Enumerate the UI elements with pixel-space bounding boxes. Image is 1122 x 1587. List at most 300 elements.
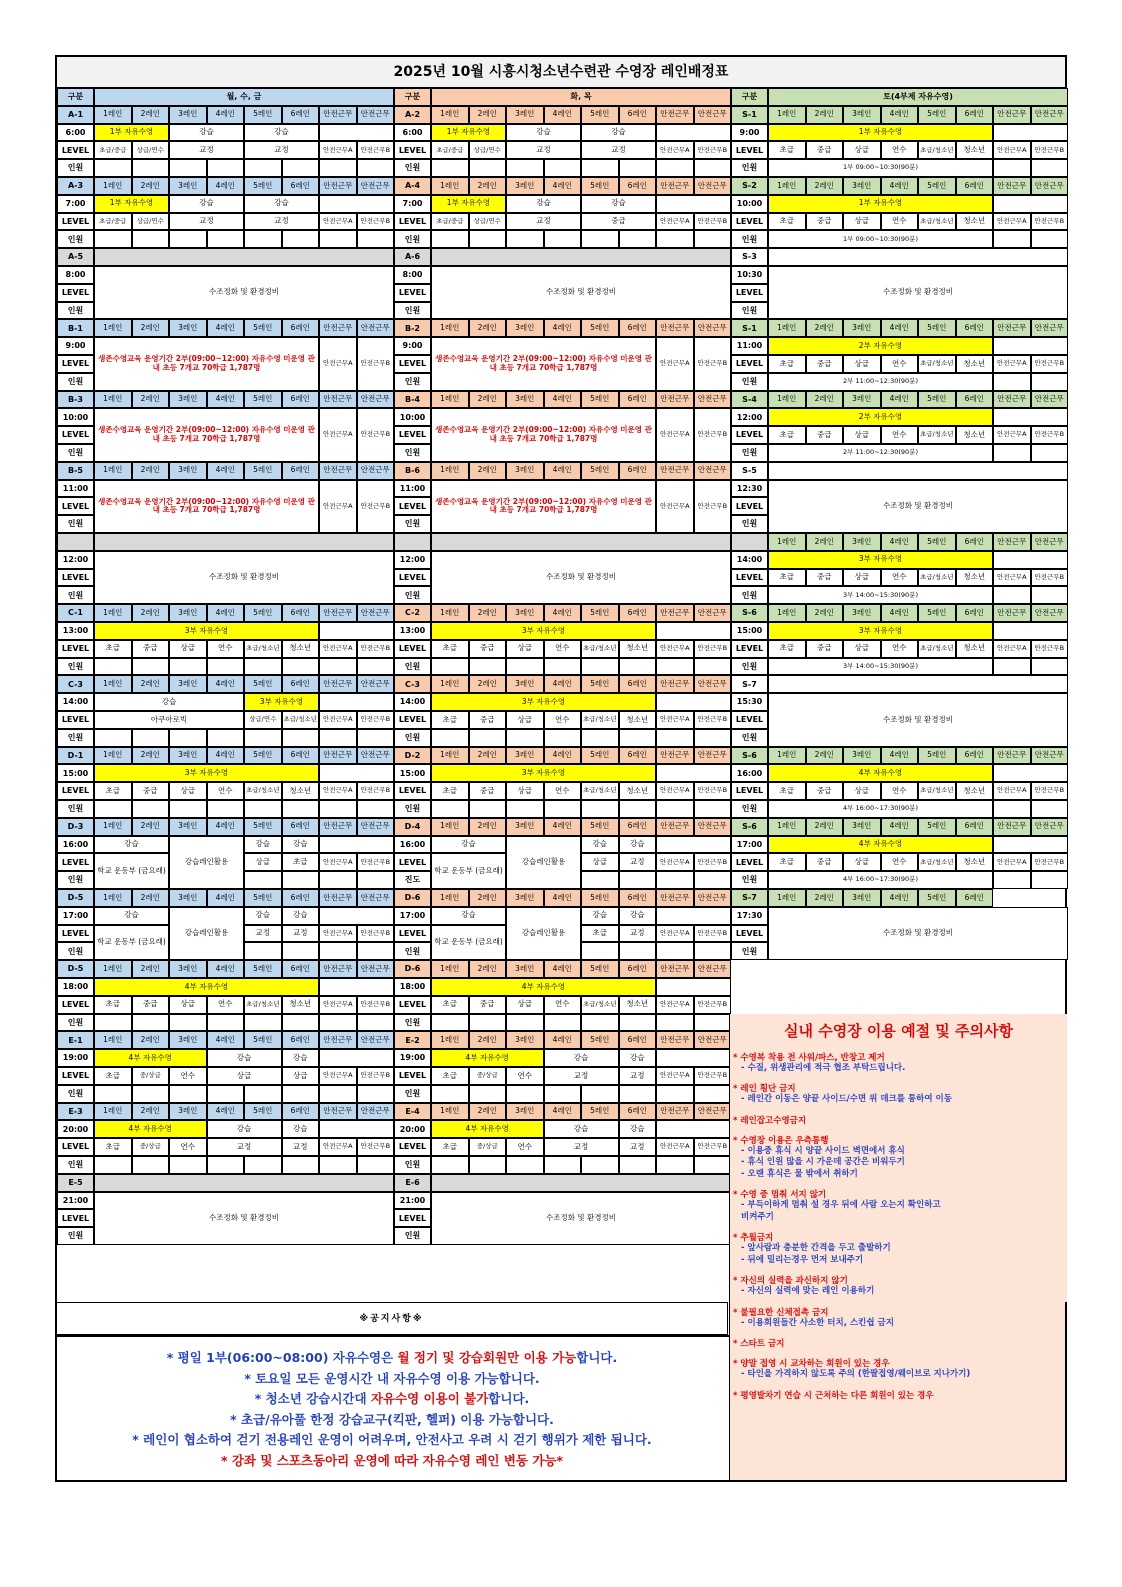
level-cell: 중급 <box>581 213 656 231</box>
level-label: LEVEL <box>394 497 431 515</box>
people-cell <box>581 1156 619 1174</box>
time-label: 13:00 <box>57 622 94 640</box>
level-cell: 상급 <box>282 1067 320 1085</box>
session-info-cell: 2부 11:00~12:30(90분) <box>768 444 993 462</box>
lesson-cell: 강습 <box>506 195 581 213</box>
level-cell: 상급 <box>169 640 207 658</box>
block-code: A-5 <box>57 248 94 266</box>
block-code: S-7 <box>731 675 768 693</box>
rule-heading: * 수영 중 멈춰 서지 않기 <box>733 1190 827 1201</box>
lane-header: 2레인 <box>806 604 844 622</box>
people-cell <box>469 230 507 248</box>
session-info-cell: 1부 09:00~10:30(90분) <box>768 159 993 177</box>
lane-header: 3레인 <box>506 1031 544 1049</box>
free-swim-cell: 4부 자유수영 <box>94 978 319 996</box>
people-cell <box>94 1085 132 1103</box>
level-cell: 초급/청소년 <box>581 782 619 800</box>
level-cell: 중급 <box>469 996 507 1014</box>
safety-a-cell: 안전근무A <box>656 640 694 658</box>
people-label: 인원 <box>57 942 94 960</box>
people-cell <box>357 1085 395 1103</box>
lane-header: 안전근무 <box>656 960 694 978</box>
people-cell <box>169 159 207 177</box>
level-cell: 청소년 <box>619 782 657 800</box>
level-cell: 초급 <box>94 1067 132 1085</box>
lane-header: 3레인 <box>169 604 207 622</box>
level-label: LEVEL <box>394 1209 431 1227</box>
rule-detail: - 오랜 휴식은 물 밖에서 취하기 <box>741 1168 858 1179</box>
maintenance-cell: 수조정화 및 환경정비 <box>431 551 731 604</box>
people-cell <box>544 658 582 676</box>
lane-header: 4레인 <box>544 391 582 409</box>
lane-header: 3레인 <box>506 462 544 480</box>
lane-header: 3레인 <box>506 177 544 195</box>
spacer-cell <box>431 1174 731 1192</box>
spacer-cell <box>768 675 1068 693</box>
lane-header: 안전근무 <box>357 319 395 337</box>
notice-line <box>57 1451 727 1472</box>
people-label: 인원 <box>394 1156 431 1174</box>
level-cell: 연수 <box>207 640 245 658</box>
lane-header: 4레인 <box>207 960 245 978</box>
people-cell <box>207 1156 245 1174</box>
people-cell <box>993 444 1031 462</box>
block-code: S-3 <box>731 248 768 266</box>
lane-header: 안전근무 <box>1031 604 1069 622</box>
people-cell <box>656 942 694 960</box>
spacer-cell <box>94 248 394 266</box>
lane-header: 5레인 <box>581 604 619 622</box>
lane-header: 안전근무 <box>319 604 357 622</box>
people-cell <box>619 729 657 747</box>
lane-header: 1레인 <box>94 604 132 622</box>
level-cell: 중급 <box>806 213 844 231</box>
rule-item <box>733 1306 1064 1329</box>
lane-header: 6레인 <box>282 675 320 693</box>
people-cell <box>993 871 1031 889</box>
level-cell: 청소년 <box>956 355 994 373</box>
empty-cell <box>656 195 731 213</box>
block-code: C-1 <box>57 604 94 622</box>
lane-header: 안전근무 <box>319 391 357 409</box>
empty-cell <box>319 978 394 996</box>
people-cell <box>431 1085 469 1103</box>
people-cell <box>244 942 282 960</box>
people-label: 인원 <box>57 1014 94 1032</box>
time-label: 14:00 <box>394 693 431 711</box>
lane-header: 4레인 <box>207 747 245 765</box>
school-club-cell: 학교 운동부 (금요래) <box>94 925 169 961</box>
block-code: B-2 <box>394 319 431 337</box>
lesson-cell: 강습 <box>581 907 619 925</box>
level-label: LEVEL <box>394 1067 431 1085</box>
people-cell <box>282 1156 320 1174</box>
lane-header: 4레인 <box>544 604 582 622</box>
lesson-cell: 강습 <box>94 693 244 711</box>
lane-header: 1레인 <box>431 462 469 480</box>
lane-header: 1레인 <box>94 319 132 337</box>
lane-header: 2레인 <box>806 533 844 551</box>
people-cell <box>244 230 282 248</box>
block-code: S-7 <box>731 889 768 907</box>
lane-header: 6레인 <box>956 747 994 765</box>
lane-header: 1레인 <box>431 1103 469 1121</box>
lane-header: 4레인 <box>207 319 245 337</box>
spacer-cell <box>94 1174 394 1192</box>
lesson-cell: 강습 <box>544 1049 619 1067</box>
safety-b-cell: 안전근무B <box>357 141 395 159</box>
empty-cell <box>993 337 1068 355</box>
safety-a-cell: 안전근무A <box>656 782 694 800</box>
lane-header: 2레인 <box>469 177 507 195</box>
empty-cell <box>319 693 394 711</box>
lane-header: 4레인 <box>881 177 919 195</box>
time-label: 12:00 <box>57 551 94 569</box>
block-code: S-1 <box>731 106 768 124</box>
block-code: D-5 <box>57 960 94 978</box>
lane-header: 안전근무 <box>357 889 395 907</box>
lane-header: 2레인 <box>806 177 844 195</box>
people-cell <box>694 1156 732 1174</box>
level-cell: 연수 <box>169 1138 207 1156</box>
lane-header: 6레인 <box>282 462 320 480</box>
lane-header: 6레인 <box>282 747 320 765</box>
safety-a-cell: 안전근무A <box>993 213 1031 231</box>
lesson-lane-cell: 강습레인활용 <box>506 836 581 889</box>
level-cell: 초급/청소년 <box>581 711 619 729</box>
time-label: 9:00 <box>57 337 94 355</box>
time-label: 17:30 <box>731 907 768 925</box>
time-label: 6:00 <box>394 124 431 142</box>
lesson-cell: 강습 <box>207 1049 282 1067</box>
time-label: 6:00 <box>57 124 94 142</box>
safety-a-cell: 안전근무A <box>319 1138 357 1156</box>
level-cell: 초급 <box>431 640 469 658</box>
free-swim-cell: 3부 자유수영 <box>94 764 319 782</box>
lane-header: 6레인 <box>619 1031 657 1049</box>
level-cell: 초급/청소년 <box>244 782 282 800</box>
level-label: LEVEL <box>57 426 94 444</box>
lane-header: 1레인 <box>768 391 806 409</box>
lesson-cell: 강습 <box>581 836 619 854</box>
safety-b-cell: 안전근무B <box>357 925 395 943</box>
level-cell: 중급 <box>806 569 844 587</box>
level-label: LEVEL <box>394 996 431 1014</box>
lane-header: 5레인 <box>581 1031 619 1049</box>
section-code-header: 구분 <box>57 88 94 106</box>
rule-heading: * 자신의 실력을 과신하지 않기 <box>733 1276 848 1287</box>
maintenance-cell: 수조정화 및 환경정비 <box>768 480 1068 533</box>
people-cell <box>169 658 207 676</box>
level-cell: 청소년 <box>956 853 994 871</box>
time-label: 16:00 <box>731 764 768 782</box>
lane-header: 안전근무 <box>656 889 694 907</box>
safety-a-cell: 안전근무A <box>319 853 357 871</box>
lane-header: 5레인 <box>918 533 956 551</box>
level-label: LEVEL <box>57 1138 94 1156</box>
lane-header: 2레인 <box>806 391 844 409</box>
block-code: E-6 <box>394 1174 431 1192</box>
level-cell: 상급 <box>506 782 544 800</box>
rule-item <box>733 1134 1064 1180</box>
rule-heading: * 평영발차기 연습 시 근처하는 다른 회원이 있는 경우 <box>733 1390 934 1401</box>
lane-header: 4레인 <box>881 106 919 124</box>
level-cell: 상급 <box>843 355 881 373</box>
people-cell <box>319 800 357 818</box>
lane-header: 5레인 <box>244 177 282 195</box>
level-cell: 상급/연수 <box>132 213 170 231</box>
level-label: LEVEL <box>731 711 768 729</box>
empty-cell <box>319 1120 394 1138</box>
section-code-header: 구분 <box>394 88 431 106</box>
people-cell <box>244 159 282 177</box>
lane-header: 안전근무 <box>357 106 395 124</box>
level-cell: 초급 <box>768 569 806 587</box>
block-code: D-3 <box>57 818 94 836</box>
lane-header: 안전근무 <box>694 177 732 195</box>
level-cell: 교정 <box>207 1138 282 1156</box>
empty-cell <box>656 622 731 640</box>
block-code: A-6 <box>394 248 431 266</box>
lesson-cell: 강습 <box>94 836 169 854</box>
people-cell <box>619 1085 657 1103</box>
lesson-cell: 강습 <box>207 1120 282 1138</box>
rule-detail: 비켜주기 <box>741 1211 774 1222</box>
people-label: 인원 <box>394 586 431 604</box>
people-cell <box>1031 586 1069 604</box>
lane-header: 6레인 <box>282 1103 320 1121</box>
lane-header: 4레인 <box>881 889 919 907</box>
lane-header: 3레인 <box>506 1103 544 1121</box>
time-label: 8:00 <box>57 266 94 284</box>
lane-header: 4레인 <box>881 391 919 409</box>
safety-a-cell: 안전근무A <box>656 996 694 1014</box>
people-label: 진도 <box>394 871 431 889</box>
people-cell <box>282 871 320 889</box>
level-label: LEVEL <box>394 569 431 587</box>
rule-heading: * 수영장 이용은 우측통행 <box>733 1135 829 1146</box>
lane-header: 3레인 <box>843 818 881 836</box>
safety-a-cell: 안전근무A <box>319 996 357 1014</box>
level-cell: 초급/중급 <box>431 213 469 231</box>
level-cell: 중급 <box>806 355 844 373</box>
people-cell <box>319 230 357 248</box>
notice-line <box>57 1430 727 1451</box>
safety-a-cell: 안전근무A <box>319 141 357 159</box>
block-code: S-6 <box>731 747 768 765</box>
level-cell: 청소년 <box>956 213 994 231</box>
block-code: B-6 <box>394 462 431 480</box>
rules-list <box>733 1051 1064 1401</box>
lane-header: 6레인 <box>619 675 657 693</box>
people-cell <box>619 230 657 248</box>
lane-header: 1레인 <box>94 1031 132 1049</box>
lane-header: 안전근무 <box>656 462 694 480</box>
level-label: LEVEL <box>57 782 94 800</box>
time-label: 15:00 <box>394 764 431 782</box>
empty-cell <box>319 622 394 640</box>
empty-cell <box>319 764 394 782</box>
level-label: LEVEL <box>731 497 768 515</box>
people-cell <box>431 800 469 818</box>
people-label: 인원 <box>57 1085 94 1103</box>
safety-a-cell: 안전근무A <box>656 1138 694 1156</box>
lane-header: 6레인 <box>956 604 994 622</box>
lane-header: 1레인 <box>431 1031 469 1049</box>
lane-header: 2레인 <box>132 960 170 978</box>
level-cell: 중급 <box>806 782 844 800</box>
level-label: LEVEL <box>731 284 768 302</box>
lane-header: 안전근무 <box>694 1103 732 1121</box>
people-cell <box>207 230 245 248</box>
lane-header: 안전근무 <box>694 1031 732 1049</box>
lane-header: 5레인 <box>244 1031 282 1049</box>
level-cell: 상급 <box>506 996 544 1014</box>
safety-a-cell: 안전근무A <box>319 337 357 390</box>
people-cell <box>244 800 282 818</box>
rule-detail: - 수질, 위생관리에 적극 협조 부탁드립니다. <box>741 1063 906 1073</box>
block-code: E-2 <box>394 1031 431 1049</box>
lesson-cell: 강습 <box>282 1049 320 1067</box>
people-label: 인원 <box>394 658 431 676</box>
spacer-label <box>394 533 431 551</box>
lane-header: 안전근무 <box>656 106 694 124</box>
people-label: 인원 <box>731 515 768 533</box>
rule-heading: * 레인 횡단 금지 <box>733 1084 796 1095</box>
people-cell <box>169 1156 207 1174</box>
spacer-label <box>731 533 768 551</box>
lane-header: 1레인 <box>431 604 469 622</box>
level-cell: 초급 <box>282 853 320 871</box>
lane-header: 6레인 <box>619 462 657 480</box>
level-cell: 중/상급 <box>132 1138 170 1156</box>
empty-cell <box>993 408 1068 426</box>
safety-a-cell: 안전근무A <box>319 925 357 943</box>
lane-header: 4레인 <box>544 960 582 978</box>
lane-header: 2레인 <box>132 177 170 195</box>
time-label: 20:00 <box>394 1120 431 1138</box>
people-cell <box>993 586 1031 604</box>
lane-header: 5레인 <box>918 604 956 622</box>
safety-b-cell: 안전근무B <box>357 1138 395 1156</box>
level-label: LEVEL <box>394 925 431 943</box>
safety-b-cell: 안전근무B <box>694 141 732 159</box>
safety-b-cell: 안전근무B <box>694 925 732 943</box>
people-cell <box>1031 658 1069 676</box>
level-cell: 청소년 <box>956 569 994 587</box>
people-cell <box>319 1014 357 1032</box>
safety-b-cell: 안전근무B <box>694 480 732 533</box>
level-cell: 청소년 <box>282 640 320 658</box>
people-cell <box>94 1014 132 1032</box>
level-cell: 초급 <box>768 426 806 444</box>
lane-header: 3레인 <box>506 391 544 409</box>
free-swim-cell: 1부 자유수영 <box>431 195 506 213</box>
people-cell <box>1031 373 1069 391</box>
safety-a-cell: 안전근무A <box>993 640 1031 658</box>
people-cell <box>132 800 170 818</box>
time-label: 10:00 <box>731 195 768 213</box>
lane-header: 3레인 <box>506 818 544 836</box>
lane-header: 4레인 <box>544 106 582 124</box>
lesson-cell: 강습 <box>282 1120 320 1138</box>
lane-header: 4레인 <box>207 818 245 836</box>
lane-header: 6레인 <box>619 177 657 195</box>
lane-header: 3레인 <box>169 1103 207 1121</box>
people-cell <box>169 729 207 747</box>
empty-cell <box>656 1120 731 1138</box>
lane-header: 6레인 <box>282 319 320 337</box>
level-cell: 상급/연수 <box>469 141 507 159</box>
safety-a-cell: 안전근무A <box>319 1067 357 1085</box>
lesson-cell: 강습 <box>169 124 244 142</box>
people-cell <box>506 1085 544 1103</box>
lane-header: 안전근무 <box>1031 747 1069 765</box>
level-label: LEVEL <box>57 1067 94 1085</box>
lane-header: 2레인 <box>806 106 844 124</box>
people-cell <box>357 942 395 960</box>
empty-cell <box>993 195 1068 213</box>
safety-b-cell: 안전근무B <box>694 1067 732 1085</box>
level-cell: 중급 <box>806 640 844 658</box>
people-cell <box>694 1014 732 1032</box>
lane-header: 3레인 <box>843 319 881 337</box>
rule-item <box>733 1337 1064 1349</box>
free-swim-cell: 4부 자유수영 <box>768 764 993 782</box>
people-cell <box>132 159 170 177</box>
block-code: S-2 <box>731 177 768 195</box>
people-cell <box>169 230 207 248</box>
people-cell <box>544 729 582 747</box>
session-info-cell: 4부 16:00~17:30(90분) <box>768 871 993 889</box>
lane-header: 안전근무 <box>656 177 694 195</box>
level-cell: 교정 <box>619 1138 657 1156</box>
lane-header: 3레인 <box>169 177 207 195</box>
people-cell <box>244 1085 282 1103</box>
people-cell <box>544 230 582 248</box>
level-cell: 초급 <box>768 141 806 159</box>
people-cell <box>319 729 357 747</box>
lane-header: 6레인 <box>619 960 657 978</box>
lane-header: 안전근무 <box>357 747 395 765</box>
level-label: LEVEL <box>57 640 94 658</box>
block-code: B-1 <box>57 319 94 337</box>
safety-b-cell: 안전근무B <box>357 213 395 231</box>
people-label: 인원 <box>394 729 431 747</box>
notice-text: 월 정기 및 강습회원만 이용 가능 <box>397 1350 577 1365</box>
lane-header: 4레인 <box>881 319 919 337</box>
level-cell: 교정 <box>544 1067 619 1085</box>
lane-header: 1레인 <box>768 604 806 622</box>
safety-b-cell: 안전근무B <box>694 408 732 461</box>
lane-header: 안전근무 <box>656 319 694 337</box>
lane-header: 2레인 <box>469 391 507 409</box>
free-swim-cell: 1부 자유수영 <box>94 124 169 142</box>
lane-header: 안전근무 <box>357 960 395 978</box>
level-cell: 상급 <box>843 640 881 658</box>
people-cell <box>544 1085 582 1103</box>
people-cell <box>581 658 619 676</box>
level-cell: 연수 <box>544 640 582 658</box>
safety-b-cell: 안전근무B <box>694 1138 732 1156</box>
people-cell <box>207 729 245 747</box>
safety-a-cell: 안전근무A <box>993 853 1031 871</box>
free-swim-cell: 4부 자유수영 <box>431 1120 544 1138</box>
people-cell <box>319 1156 357 1174</box>
people-label: 인원 <box>57 658 94 676</box>
time-label: 17:00 <box>731 836 768 854</box>
lane-header: 6레인 <box>282 106 320 124</box>
